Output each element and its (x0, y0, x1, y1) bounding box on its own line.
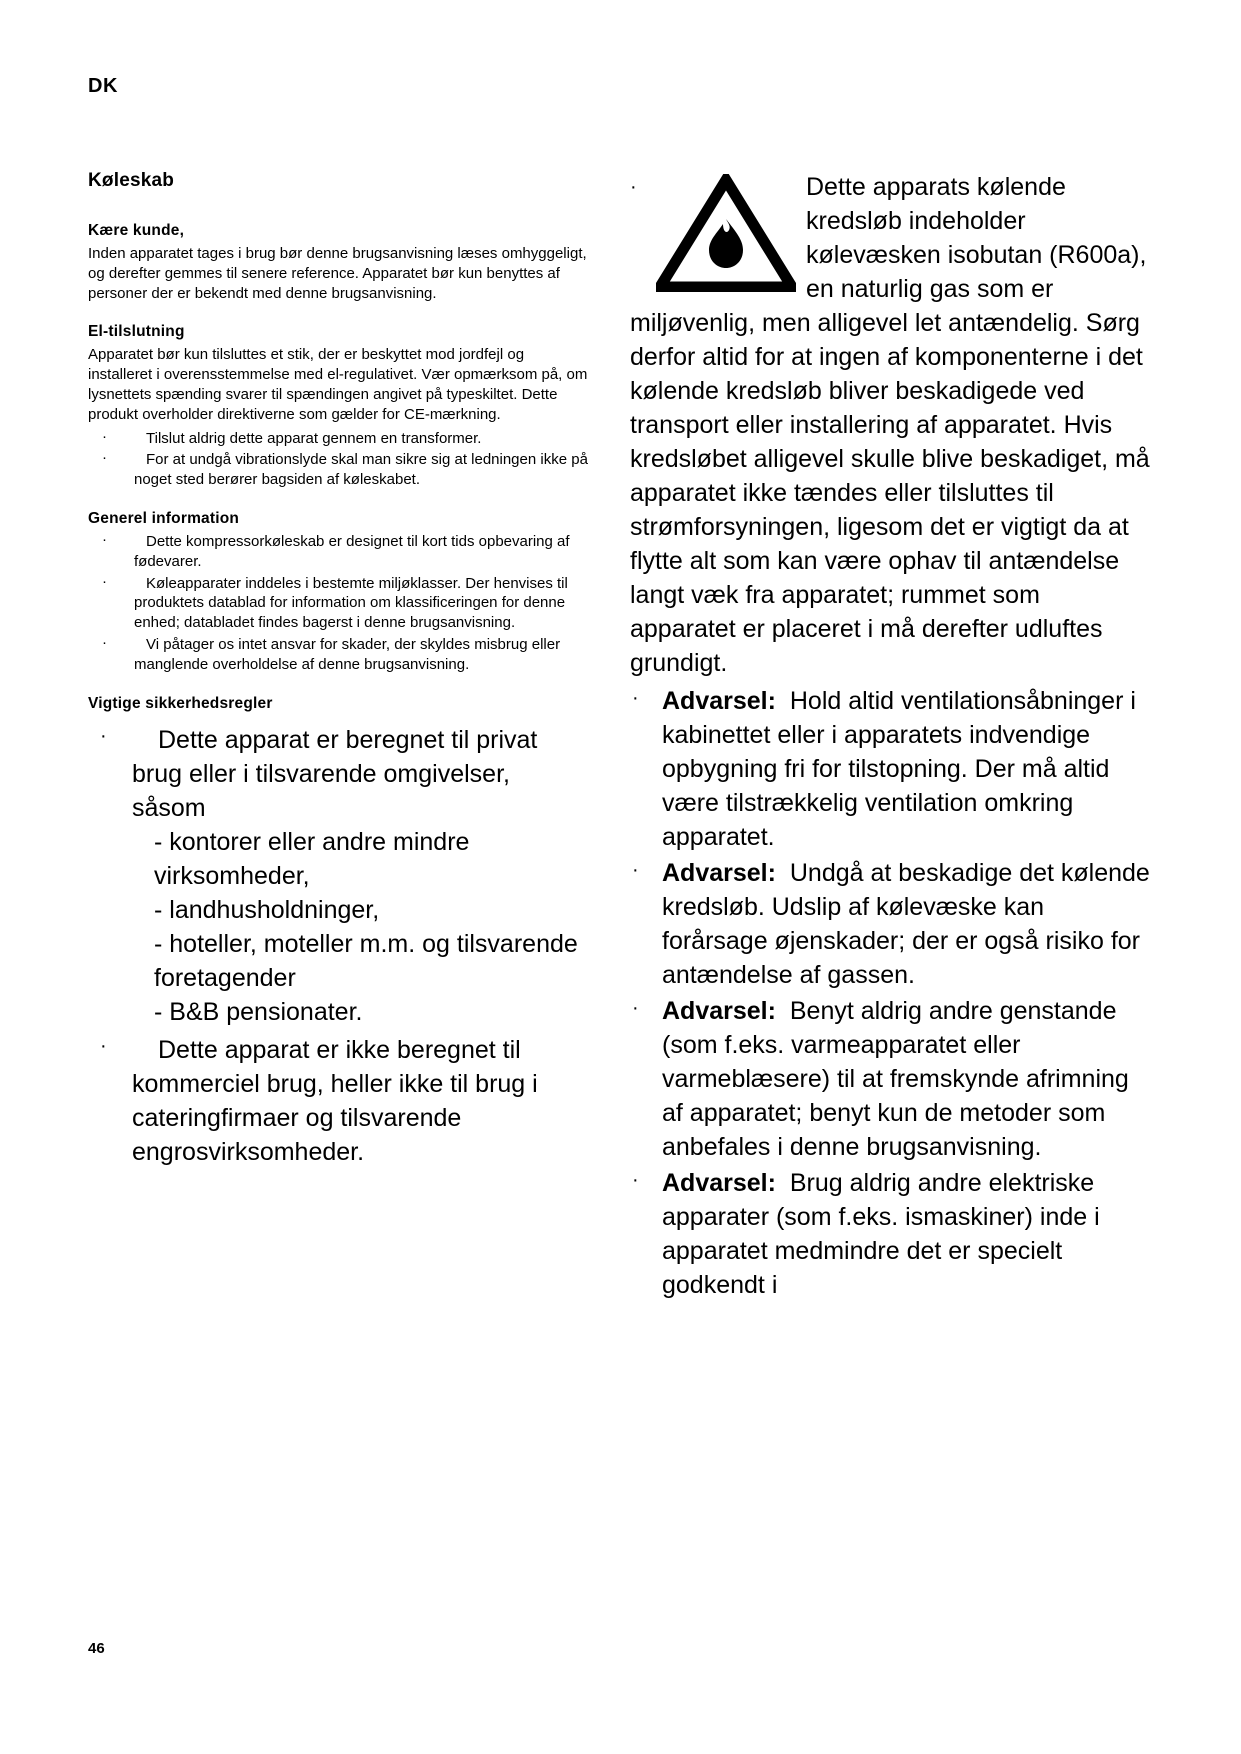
section-heading-kaere-kunde: Kære kunde, (88, 222, 185, 239)
list-item-text: For at undgå vibrationslyde skal man sikre sig at ledningen ikke på noget sted berører bagsiden af køleskabet. (134, 451, 588, 489)
list-item (630, 1166, 1150, 1302)
list-item-text: Dette apparat er beregnet til privat brug eller i tilsvarende omgivelser, såsom (132, 725, 538, 822)
bullet-icon: · (102, 449, 107, 467)
warning-text: Undgå at beskadige det kølende kredsløb. Udslip af kølevæske kan forårsage øjenskader; der er også risiko for antændelse af gassen. (662, 859, 1150, 989)
sub-line: - landhusholdninger, (154, 895, 380, 924)
language-code: DK (88, 75, 118, 97)
section-heading-el-tilslutning: El-tilslutning (88, 323, 185, 341)
list-item (88, 635, 588, 675)
list-item (88, 429, 588, 449)
refrigerant-warning-text: Dette apparats kølende kredsløb indeholder kølevæsken isobutan (R600a), en naturlig gas som er miljøvenlig, men alligevel let antændelig. Sørg derfor altid for at ingen af komponenterne i det kølende kredsløb bliver beskadigede ved transport eller installering af apparatet. Hvis kredsløbet alligevel skulle blive beskadiget, må apparatet ikke tændes eller tilsluttes til strømforsyningen, ligesom det er vigtigt da at flytte alt som kan være ophav til antændelse langt væk fra apparatet; rummet som apparatet er placeret i må derefter udluftes grundigt. (630, 173, 1150, 677)
warning-label: Advarsel: (662, 859, 776, 887)
list-item (88, 723, 588, 1029)
list-item (630, 684, 1150, 854)
warning-text (783, 1169, 790, 1197)
list-item (630, 994, 1150, 1164)
section-paragraph-el-tilslutning: Apparatet bør kun tilsluttes et stik, der er beskyttet mod jordfejl og installeret i overensstemmelse med el-regulativet. Vær opmærksom på, om lysnettets spænding svarer til spændingen angivet på typeskiltet. Dette produkt overholder direktiverne som gælder for CE-mærkning. (88, 346, 588, 423)
left-column (88, 170, 588, 1304)
two-column-body (88, 170, 1158, 1304)
el-tilslutning-bullet-list (88, 429, 588, 490)
warning-text: Hold altid ventilationsåbninger i kabinettet eller i apparatets indvendige opbygning fri for tilstopning. Der må altid være tilstrækkelig ventilation omkring apparatet. (662, 687, 1136, 851)
sub-line: - B&B pensionater. (154, 997, 363, 1026)
warnings-list (630, 684, 1150, 1302)
warning-text (783, 859, 790, 887)
sub-line: virksomheder, (154, 861, 310, 890)
safety-rules-list (88, 723, 588, 1169)
list-item (630, 856, 1150, 992)
list-item (88, 574, 588, 633)
warning-text (783, 687, 790, 715)
page-title: Køleskab (88, 170, 175, 191)
bullet-icon: · (630, 176, 637, 198)
generel-information-bullet-list (88, 532, 588, 675)
warning-label: Advarsel: (662, 687, 776, 715)
warning-text (783, 997, 790, 1025)
list-item-text: Køleapparater inddeles i bestemte miljøklasser. Der henvises til produktets datablad for information om klassificeringen for denne enhed; databladet findes bagerst i denne brugsanvisning. (134, 574, 568, 632)
bullet-icon: · (100, 724, 107, 747)
sub-line: - hoteller, moteller m.m. og tilsvarende (154, 929, 578, 958)
section-heading-generel-information: Generel information (88, 509, 240, 527)
page-number: 46 (88, 1640, 105, 1657)
bullet-icon: · (102, 530, 107, 548)
refrigerant-warning-block (630, 170, 1150, 680)
sub-line: foretagender (154, 963, 296, 992)
warning-label: Advarsel: (662, 997, 776, 1025)
bullet-icon: · (102, 572, 107, 590)
list-item (88, 1033, 588, 1169)
sub-line: - kontorer eller andre mindre (154, 827, 470, 856)
list-item-text: Dette kompressorkøleskab er designet til kort tids opbevaring af fødevarer. (134, 532, 570, 570)
bullet-icon: · (100, 1034, 107, 1057)
bullet-icon: · (102, 633, 107, 651)
warning-text: Benyt aldrig andre genstande (som f.eks. varmeapparatet eller varmeblæsere) til at fremskynde afrimning af apparatet; benyt kun de metoder som anbefales i denne brugsanvisning. (662, 997, 1129, 1161)
section-paragraph-kaere-kunde: Inden apparatet tages i brug bør denne brugsanvisning læses omhyggeligt, og derefter gemmes til senere reference. Apparatet bør kun benyttes af personer der er bekendt med denne brugsanvisning. (88, 245, 587, 302)
safety-sub-lines (132, 825, 588, 1029)
right-column (630, 170, 1150, 1304)
list-item-text: Tilslut aldrig dette apparat gennem en transformer. (146, 429, 482, 447)
bullet-icon: · (632, 859, 639, 881)
bullet-icon: · (632, 687, 639, 709)
bullet-icon: · (632, 1169, 639, 1191)
list-item-text: Dette apparat er ikke beregnet til kommerciel brug, heller ikke til brug i cateringfirmaer og tilsvarende engrosvirksomheder. (132, 1035, 538, 1166)
flammable-warning-triangle-icon (656, 174, 796, 292)
bullet-icon: · (632, 997, 639, 1019)
warning-text: Brug aldrig andre elektriske apparater (som f.eks. ismaskiner) inde i apparatet medmindre det er specielt godkendt i (662, 1169, 1100, 1299)
warning-label: Advarsel: (662, 1169, 776, 1197)
list-item (88, 450, 588, 490)
bullet-icon: · (102, 427, 107, 445)
list-item (88, 532, 588, 572)
list-item-text: Vi påtager os intet ansvar for skader, der skyldes misbrug eller manglende overholdelse af denne brugsanvisning. (134, 635, 561, 673)
section-heading-vigtige-sikkerhedsregler: Vigtige sikkerhedsregler (88, 694, 273, 712)
